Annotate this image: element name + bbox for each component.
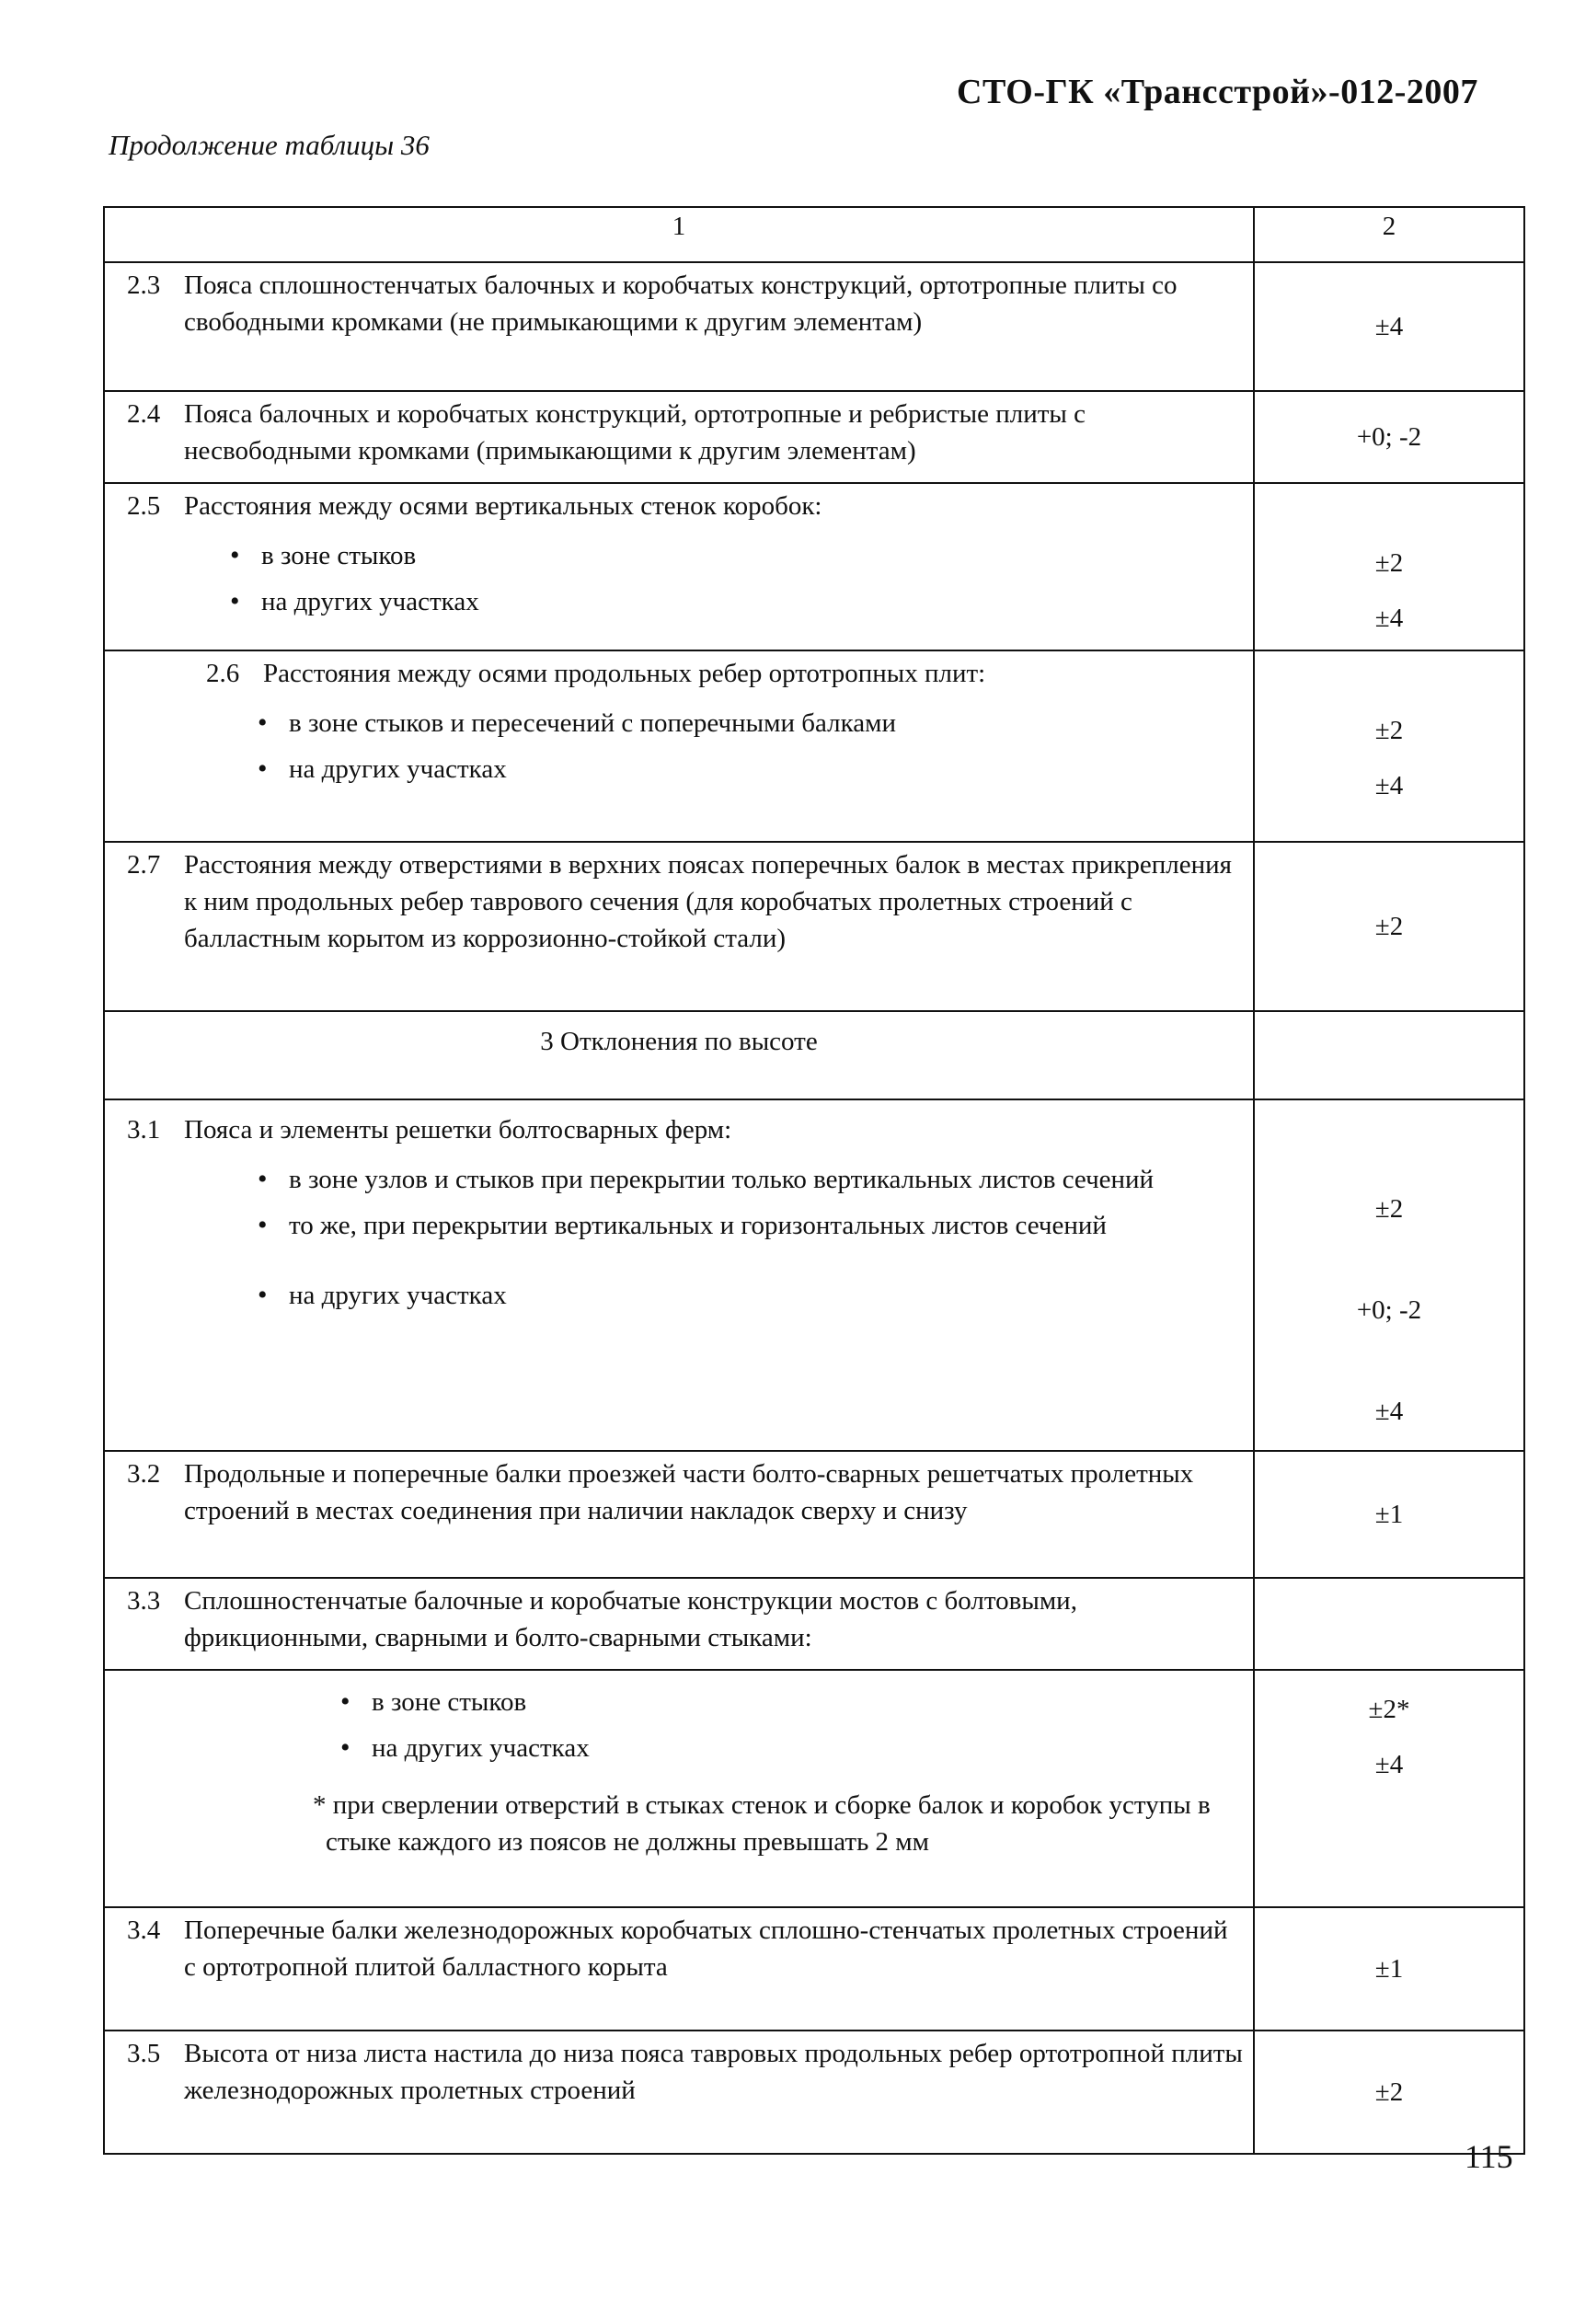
tolerance-value: ±2	[1374, 716, 1404, 745]
tolerance-value: ±4	[1374, 771, 1404, 800]
row-description	[104, 1099, 1254, 1451]
tolerance-value: ±4	[1374, 1397, 1404, 1426]
tolerance-table	[103, 206, 1525, 2155]
table-caption: Продолжение таблицы 36	[109, 129, 430, 161]
table-row	[104, 1451, 1524, 1578]
section-empty-cell	[1254, 1011, 1524, 1099]
item-text: Высота от низа листа настила до низа пояса тавровых продольных ребер ортотропной плиты железнодорожных пролетных строений	[184, 2039, 1243, 2105]
item-text: Расстояния между осями продольных ребер ортотропных плит:	[263, 659, 986, 688]
item-text: Расстояния между осями вертикальных стенок коробок:	[184, 491, 822, 521]
row-description	[104, 650, 1254, 842]
tolerance-value: ±4	[1374, 604, 1404, 633]
row-tolerance: +0; -2	[1254, 391, 1524, 483]
table-row	[104, 1578, 1524, 1670]
item-number: 3.4	[127, 1916, 161, 1945]
item-number: 2.6	[206, 659, 240, 688]
table-header-row	[104, 207, 1524, 262]
row-description	[104, 842, 1254, 1011]
item-number: 2.4	[127, 399, 161, 429]
row-tolerance: ±2	[1254, 842, 1524, 1011]
row-tolerance: ±4	[1254, 262, 1524, 391]
tolerance-value: +0; -2	[1356, 1295, 1422, 1325]
column-header-1: 1	[104, 207, 1254, 262]
item-number: 3.5	[127, 2039, 161, 2068]
item-text: Пояса балочных и коробчатых конструкций, ортотропные и ребристые плиты с несвободными кромками (примыкающими к другим элементам)	[184, 399, 1086, 466]
item-text: Пояса и элементы решетки болтосварных ферм:	[184, 1115, 732, 1145]
table-row	[104, 483, 1524, 650]
row-description	[104, 483, 1254, 650]
row-description	[104, 262, 1254, 391]
row-tolerance: ±2	[1254, 2031, 1524, 2154]
item-text: Расстояния между отверстиями в верхних поясах поперечных балок в местах прикрепления к ним продольных ребер таврового сечения (для коробчатых пролетных строений с балластным корытом из коррозионно-стойкой стали)	[184, 850, 1232, 953]
row-tolerances	[1254, 483, 1524, 650]
bullet-item: • в зоне стыков	[372, 1684, 1242, 1720]
row-description	[104, 1578, 1254, 1670]
document-code: СТО-ГК «Трансстрой»-012-2007	[957, 73, 1478, 111]
bullet-item: • в зоне стыков и пересечений с поперечными балками	[289, 705, 1242, 742]
row-description	[104, 1670, 1254, 1907]
item-number: 3.2	[127, 1459, 161, 1489]
item-text: Поперечные балки железнодорожных коробчатых сплошно-стенчатых пролетных строений с ортотропной плитой балластного корыта	[184, 1916, 1228, 1982]
table-row	[104, 1099, 1524, 1451]
table-row	[104, 1670, 1524, 1907]
footnote: * при сверлении отверстий в стыках стенок и сборке балок и коробок уступы в стыке каждого из поясов не должны превышать 2 мм	[313, 1790, 1211, 1857]
item-text: Пояса сплошностенчатых балочных и коробчатых конструкций, ортотропные плиты со свободными кромками (не примыкающими к другим элементам)	[184, 270, 1178, 337]
item-text: Продольные и поперечные балки проезжей части болто-сварных решетчатых пролетных строений в местах соединения при наличии накладок сверху и снизу	[184, 1459, 1194, 1525]
tolerance-value: ±2*	[1368, 1695, 1410, 1724]
row-description	[104, 2031, 1254, 2154]
row-description	[104, 1907, 1254, 2031]
bullet-item: • на других участках	[261, 583, 1242, 620]
row-description	[104, 391, 1254, 483]
item-number: 2.3	[127, 270, 161, 300]
column-header-2: 2	[1254, 207, 1524, 262]
item-number: 3.3	[127, 1586, 161, 1616]
section-row	[104, 1011, 1524, 1099]
table-row	[104, 2031, 1524, 2154]
bullet-item: • на других участках	[372, 1730, 1242, 1766]
table-row	[104, 1907, 1524, 2031]
item-text: Сплошностенчатые балочные и коробчатые конструкции мостов с болтовыми, фрикционными, сварными и болто-сварными стыками:	[184, 1586, 1077, 1652]
bullet-item: • на других участках	[289, 1277, 1242, 1314]
item-number: 2.5	[127, 491, 161, 521]
tolerance-value: ±4	[1374, 1750, 1404, 1779]
table-row	[104, 650, 1524, 842]
tolerance-value: ±2	[1374, 1194, 1404, 1224]
row-tolerances	[1254, 1099, 1524, 1451]
table-row	[104, 842, 1524, 1011]
row-tolerance	[1254, 1578, 1524, 1670]
bullet-item: • в зоне стыков	[261, 537, 1242, 574]
item-number: 3.1	[127, 1115, 161, 1145]
table-row	[104, 391, 1524, 483]
page-number: 115	[1465, 2138, 1513, 2175]
table-row	[104, 262, 1524, 391]
bullet-item: • на других участках	[289, 751, 1242, 788]
row-tolerance: ±1	[1254, 1907, 1524, 2031]
item-number: 2.7	[127, 850, 161, 880]
row-tolerances	[1254, 1670, 1524, 1907]
row-tolerances	[1254, 650, 1524, 842]
row-tolerance: ±1	[1254, 1451, 1524, 1578]
section-title: 3 Отклонения по высоте	[104, 1011, 1254, 1099]
row-description	[104, 1451, 1254, 1578]
bullet-item: • то же, при перекрытии вертикальных и горизонтальных листов сечений	[289, 1207, 1242, 1244]
tolerance-value: ±2	[1374, 548, 1404, 578]
bullet-item: • в зоне узлов и стыков при перекрытии только вертикальных листов сечений	[289, 1161, 1242, 1198]
